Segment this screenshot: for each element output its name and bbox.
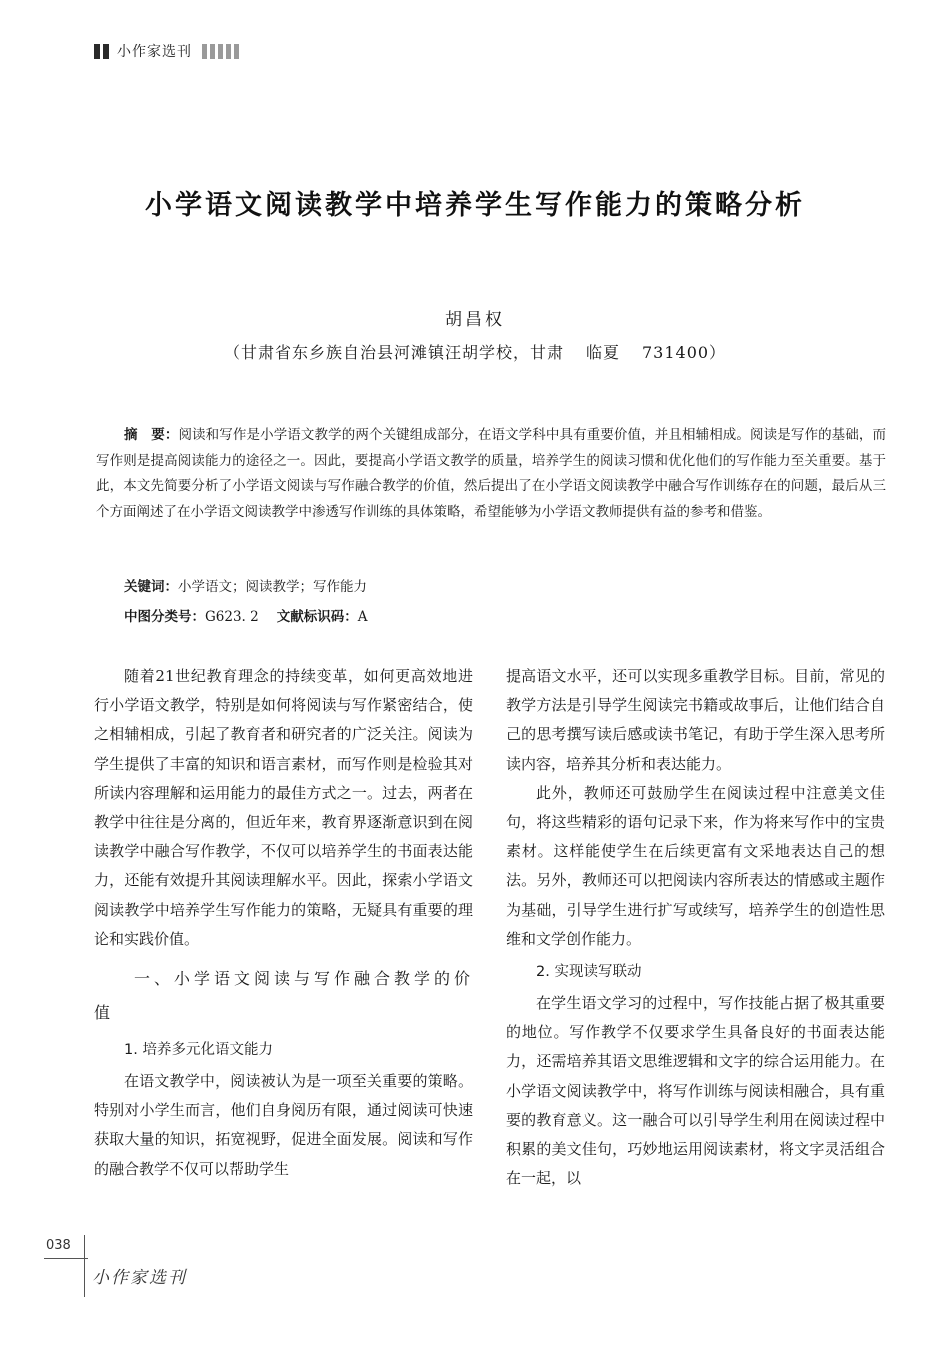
affiliation-main: （甘肃省东乡族自治县河滩镇汪胡学校，甘肃: [223, 343, 564, 362]
author-name: 胡昌权: [445, 310, 505, 330]
running-header: [94, 40, 239, 62]
clc-label: 中图分类号：: [124, 609, 205, 625]
keywords-label: 关键词：: [124, 579, 178, 595]
page-number: 038: [46, 1238, 71, 1253]
keywords: [124, 575, 367, 595]
article-title: 小学语文阅读教学中培养学生写作能力的策略分析: [145, 190, 805, 221]
author-affiliation: [0, 340, 950, 363]
abstract: [96, 423, 886, 525]
affiliation-city: 临夏: [585, 343, 620, 362]
abstract-text: 阅读和写作是小学语文教学的两个关键组成部分，在语文学科中具有重要价值，并且相辅相成。阅读是写作的基础，而写作则是提高阅读能力的途径之一。因此，要提高小学语文教学的质量，培养学生的阅读习惯和优化他们的写作能力至关重要。基于此，本文先简要分析了小学语文阅读与写作融合教学的价值，然后提出了在小学语文阅读教学中融合写作训练存在的问题，最后从三个方面阐述了在小学语文阅读教学中渗透写作训练的具体策略，希望能够为小学语文教师提供有益的参考和借鉴。: [96, 427, 886, 520]
intro-paragraph: 随着21世纪教育理念的持续变革，如何更高效地进行小学语文教学，特别是如何将阅读与写作紧密结合，使之相辅相成，引起了教育者和研究者的广泛关注。阅读为学生提供了丰富的知识和语言素材，而写作则是检验其对所读内容理解和运用能力的最佳方式之一。过去，两者在教学中往往是分离的，但近年来，教育界逐渐意识到在阅读教学中融合写作教学，不仅可以培养学生的书面表达能力，还能有效提升其阅读理解水平。因此，探索小学语文阅读教学中培养学生写作能力的策略，无疑具有重要的理论和实践价值。: [94, 667, 473, 948]
column-left: [94, 662, 473, 1184]
clc-code: G623. 2: [205, 609, 259, 625]
section-1-2-paragraph: 在学生语文学习的过程中，写作技能占据了极其重要的地位。写作教学不仅要求学生具备良好的书面表达能力，还需培养其语文思维逻辑和文字的综合运用能力。在小学语文阅读教学中，将写作训练与阅读相融合，具有重要的教育意义。这一融合可以引导学生利用在阅读过程中积累的美文佳句，巧妙地运用阅读素材，将文字灵活组合在一起，以: [506, 994, 885, 1188]
affiliation-zip: 731400）: [641, 343, 727, 362]
abstract-label: 摘 要：: [124, 427, 179, 443]
doc-code-label: 文献标识码：: [276, 609, 358, 625]
footer-rule-horizontal: [44, 1258, 88, 1259]
section-1-1-paragraph: 在语文教学中，阅读被认为是一项至关重要的策略。特别对小学生而言，他们自身阅历有限，通过阅读可快速获取大量的知识，拓宽视野，促进全面发展。阅读和写作的融合教学不仅可以帮助学生: [94, 1072, 473, 1178]
header-bars-right: [202, 44, 239, 59]
header-bars-left: [94, 44, 109, 59]
section-1-1-paragraph-continued: 提高语文水平，还可以实现多重教学目标。目前，常见的教学方法是引导学生阅读完书籍或故事后，让他们结合自己的思考撰写读后感或读书笔记，有助于学生深入思考所读内容，培养其分析和表达能力。: [506, 667, 885, 773]
footer-rule-vertical: [84, 1235, 85, 1297]
journal-name: 小作家选刊: [117, 44, 192, 60]
subsection-heading-1-2: 2. 实现读写联动: [536, 964, 642, 981]
section-heading-1: 一、小学语文阅读与写作融合教学的价值: [94, 969, 473, 1023]
footer-journal-logo: 小作家选刊: [92, 1268, 187, 1288]
column-right: [506, 662, 885, 1193]
keywords-text: 小学语文；阅读教学；写作能力: [178, 579, 367, 595]
section-1-1-paragraph-2: 此外，教师还可鼓励学生在阅读过程中注意美文佳句，将这些精彩的语句记录下来，作为将来写作中的宝贵素材。这样能使学生在后续更富有文采地表达自己的想法。另外，教师还可以把阅读内容所表达的情感或主题作为基础，引导学生进行扩写或续写，培养学生的创造性思维和文学创作能力。: [506, 783, 885, 948]
classification: [124, 605, 367, 625]
subsection-heading-1-1: 1. 培养多元化语文能力: [124, 1042, 273, 1059]
doc-code: A: [357, 609, 368, 625]
